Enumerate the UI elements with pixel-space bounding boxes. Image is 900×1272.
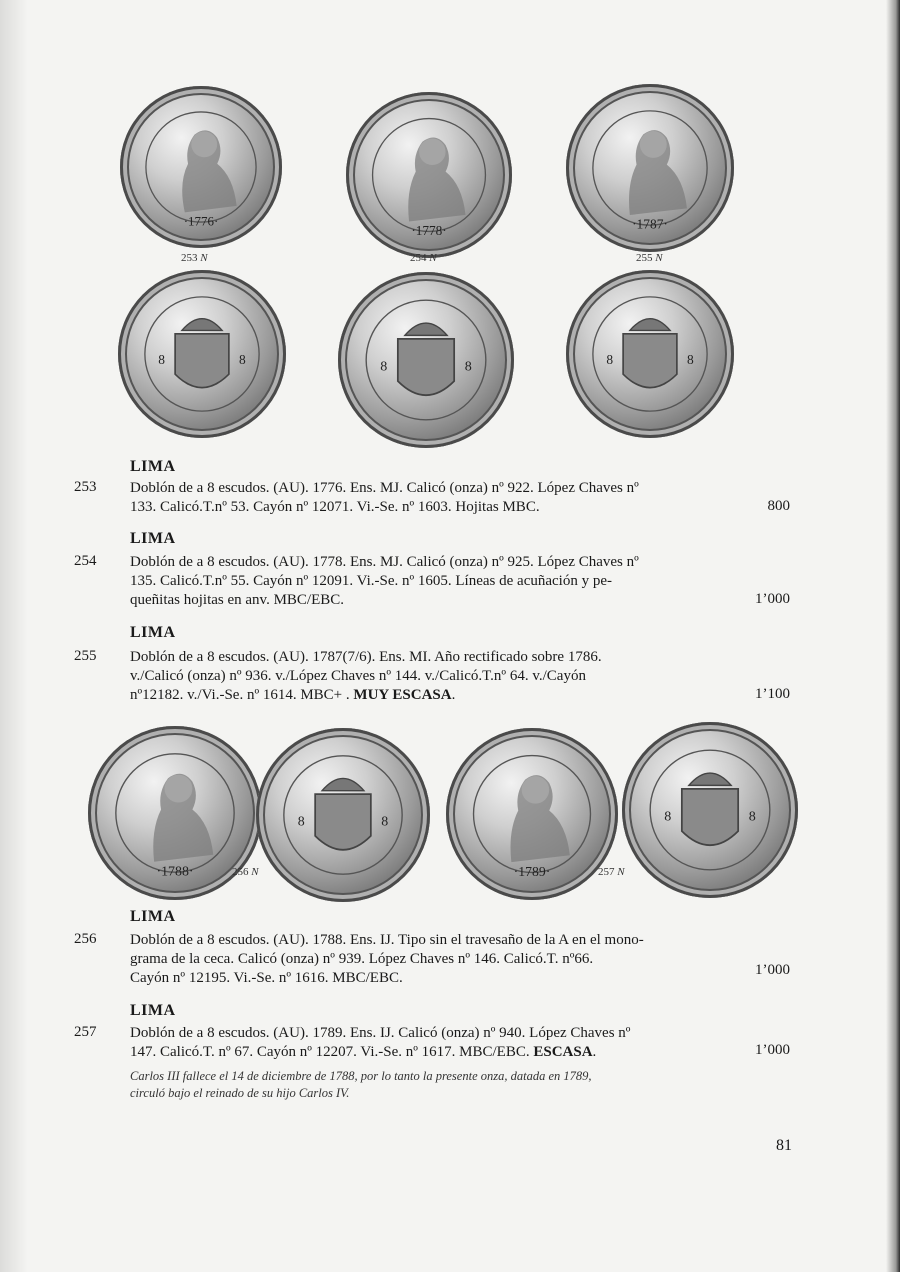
coin-255-reverse [566,270,734,438]
value-mark: 8 [664,808,672,825]
note-line: Carlos III fallece el 14 de diciembre de 1788, por lo tanto la presente onza, datada en 1789, [130,1069,592,1083]
coin-253-reverse [118,270,286,438]
entry-line: Doblón de a 8 escudos. (AU). 1776. Ens. MJ. Calicó (onza) nº 922. López Chaves nº [130,480,639,496]
page-gutter-shadow [0,0,28,1272]
historical-note [130,1068,730,1102]
entry-257-number: 257 [74,1024,97,1040]
entry-257-description [130,1024,726,1062]
entry-line: Doblón de a 8 escudos. (AU). 1789. Ens. IJ. Calicó (onza) nº 940. López Chaves nº [130,1025,631,1041]
value-mark: 8 [464,358,472,375]
page-edge [886,0,900,1272]
rarity-emphasis: ESCASA [533,1044,593,1060]
coin-257-reverse [622,722,798,898]
entry-253-mint: LIMA [130,458,176,475]
value-mark: 8 [686,352,694,368]
coin-date: ·1776· [183,213,219,229]
entry-line: Cayón nº 12195. Vi.-Se. nº 1616. MBC/EBC. [130,970,403,986]
coin-label-256: 256 N [232,866,259,878]
coin-date: ·1789· [513,863,551,879]
entry-255-number: 255 [74,648,97,664]
entry-line: 135. Calicó.T.nº 55. Cayón nº 12091. Vi.-Se. nº 1605. Líneas de acuñación y pe- [130,573,612,589]
value-mark: 8 [158,352,166,368]
entry-256-number: 256 [74,931,97,947]
entry-253-price: 800 [767,498,790,514]
entry-254-mint: LIMA [130,530,176,547]
entry-253-description [130,479,726,517]
value-mark: 8 [381,814,389,830]
coin-date: ·1778· [411,222,447,238]
entry-257-mint: LIMA [130,1002,176,1019]
entry-line: nº12182. v./Vi.-Se. nº 1614. MBC+ . MUY ESCASA. [130,687,456,703]
entry-255-price: 1’100 [755,686,790,702]
entry-254-description [130,553,726,610]
note-line: circuló bajo el reinado de su hijo Carlos IV. [130,1086,350,1100]
entry-256-price: 1’000 [755,962,790,978]
entry-line: 133. Calicó.T.nº 53. Cayón nº 12071. Vi.-Se. nº 1603. Hojitas MBC. [130,499,540,515]
entry-256-mint: LIMA [130,908,176,925]
value-mark: 8 [380,358,388,375]
coin-date: ·1787· [632,216,668,232]
coin-257-obverse [446,728,618,900]
coin-254-reverse [338,272,514,448]
entry-line: 147. Calicó.T. nº 67. Cayón nº 12207. Vi.-Se. nº 1617. MBC/EBC. ESCASA. [130,1044,597,1060]
entry-257-price: 1’000 [755,1042,790,1058]
coin-255-obverse [566,84,734,252]
entry-254-number: 254 [74,553,97,569]
coin-256-reverse [256,728,430,902]
entry-line: v./Calicó (onza) nº 936. v./López Chaves nº 144. v./Calicó.T.nº 64. v./Cayón [130,668,586,684]
entry-line: Doblón de a 8 escudos. (AU). 1778. Ens. MJ. Calicó (onza) nº 925. López Chaves nº [130,554,639,570]
coin-254-obverse [346,92,512,258]
rarity-emphasis: MUY ESCASA [353,687,452,703]
value-mark: 8 [238,352,246,368]
coin-label-254: 254 N [410,252,437,264]
entry-253-number: 253 [74,479,97,495]
entry-line: Doblón de a 8 escudos. (AU). 1787(7/6). Ens. MI. Año rectificado sobre 1786. [130,649,602,665]
page-number: 81 [776,1137,792,1154]
entry-line: Doblón de a 8 escudos. (AU). 1788. Ens. IJ. Tipo sin el travesaño de la A en el mono- [130,932,644,948]
coin-253-obverse [120,86,282,248]
coin-label-253: 253 N [181,252,208,264]
coin-label-257: 257 N [598,866,625,878]
entry-line: queñitas hojitas en anv. MBC/EBC. [130,592,345,608]
entry-255-description [130,648,726,705]
entry-line: grama de la ceca. Calicó (onza) nº 939. López Chaves nº 146. Calicó.T. nº66. [130,951,594,967]
value-mark: 8 [606,352,614,368]
entry-255-mint: LIMA [130,624,176,641]
coin-label-255: 255 N [636,252,663,264]
value-mark: 8 [748,808,756,825]
entry-254-price: 1’000 [755,591,790,607]
coin-date: ·1788· [156,864,194,880]
value-mark: 8 [297,814,305,830]
entry-256-description [130,931,726,988]
